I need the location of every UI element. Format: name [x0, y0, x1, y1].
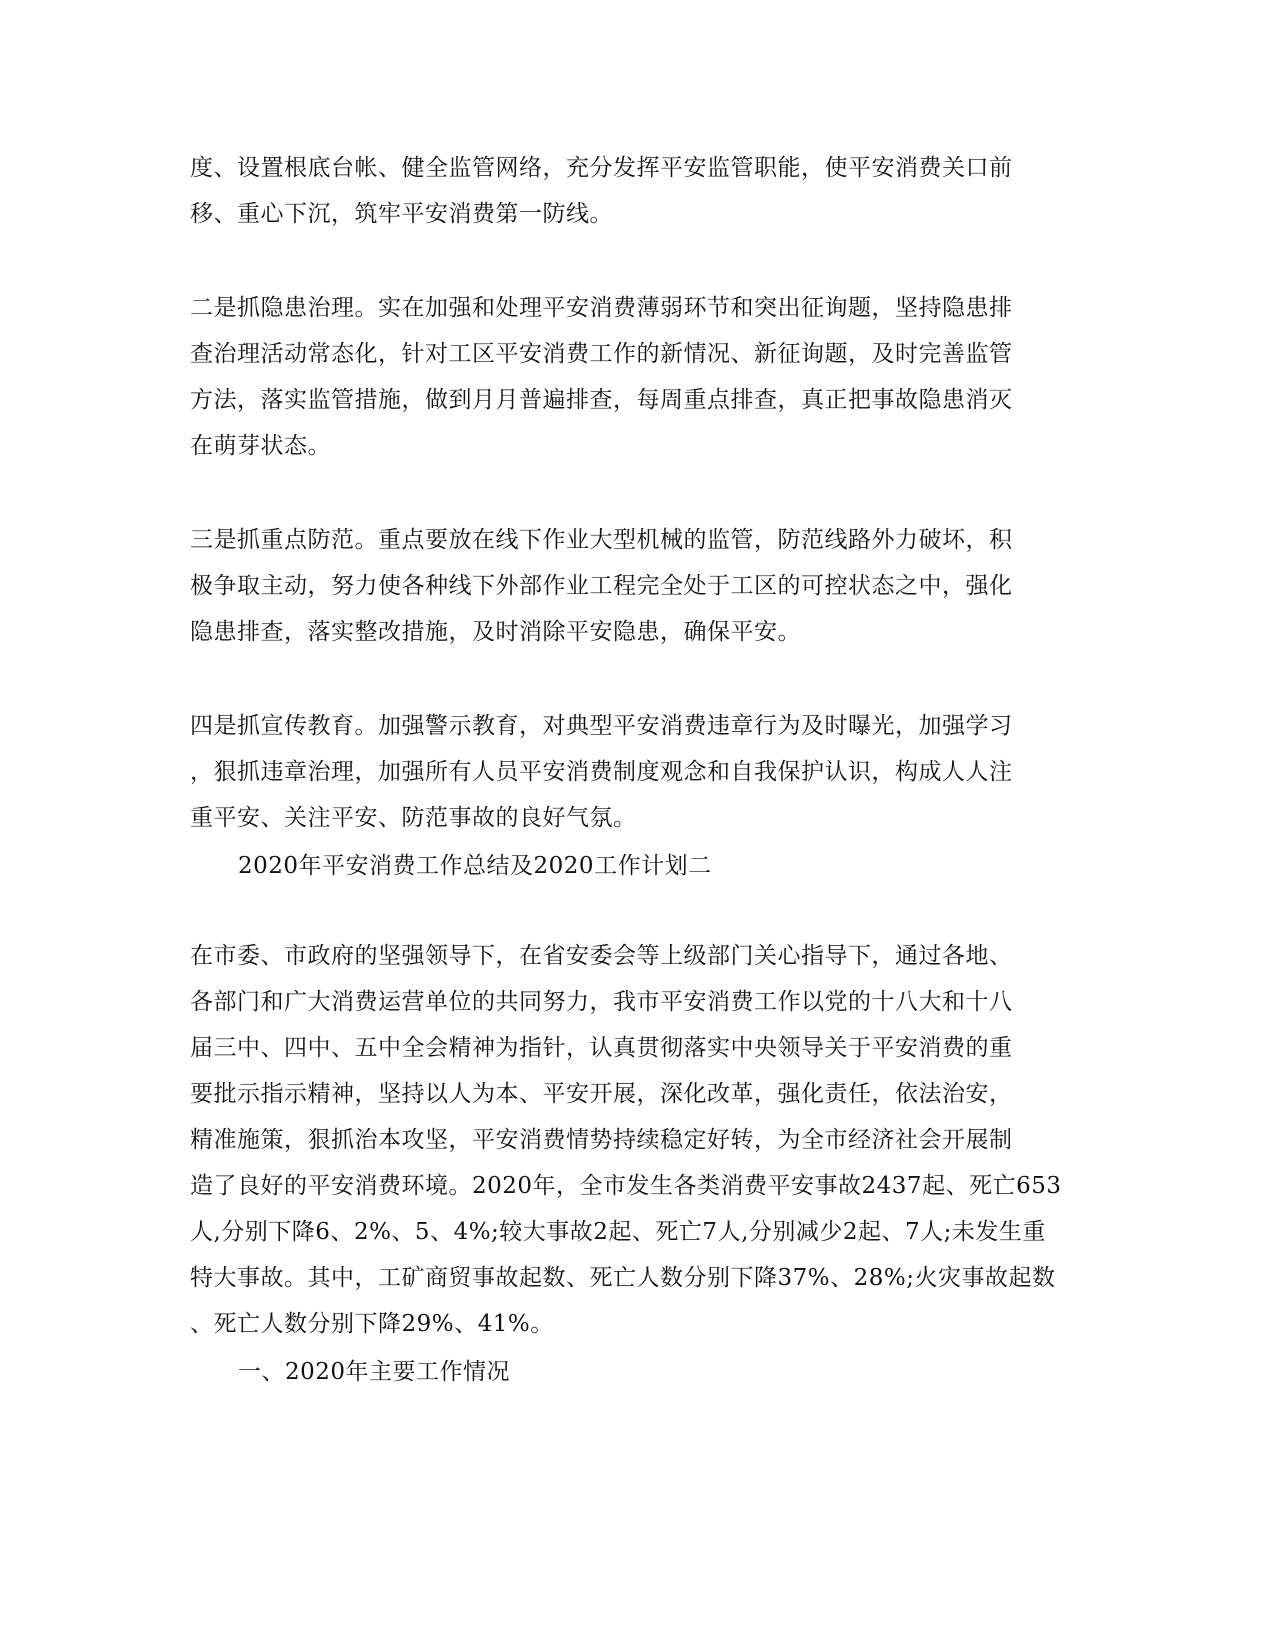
paragraph-line: 隐患排查，落实整改措施，及时消除平安隐患，确保平安。	[190, 619, 801, 645]
paragraph-line: 方法，落实监管措施，做到月月普遍排查，每周重点排查，真正把事故隐患消灭	[190, 387, 1013, 413]
section-title: 2020年平安消费工作总结及2020工作计划二	[238, 853, 712, 879]
paragraph-line: ，狠抓违章治理，加强所有人员平安消费制度观念和自我保护认识，构成人人注	[190, 759, 1013, 785]
paragraph-line: 、死亡人数分别下降29%、41%。	[190, 1311, 554, 1337]
paragraph-line: 移、重心下沉，筑牢平安消费第一防线。	[190, 201, 613, 227]
paragraph-line: 极争取主动，努力使各种线下外部作业工程完全处于工区的可控状态之中，强化	[190, 573, 1013, 599]
heading: 一、2020年主要工作情况	[238, 1359, 511, 1385]
paragraph-line: 二是抓隐患治理。实在加强和处理平安消费薄弱环节和突出征询题，坚持隐患排	[190, 295, 1013, 321]
paragraph-line: 要批示指示精神，坚持以人为本、平安开展，深化改革，强化责任，依法治安，	[190, 1081, 1013, 1107]
paragraph-line: 三是抓重点防范。重点要放在线下作业大型机械的监管，防范线路外力破坏，积	[190, 527, 1013, 553]
paragraph-line: 在市委、市政府的坚强领导下，在省安委会等上级部门关心指导下，通过各地、	[190, 943, 1013, 969]
paragraph-line: 四是抓宣传教育。加强警示教育，对典型平安消费违章行为及时曝光，加强学习	[190, 713, 1013, 739]
paragraph-line: 人,分别下降6、2%、5、4%;较大事故2起、死亡7人,分别减少2起、7人;未发生重	[190, 1219, 1046, 1245]
paragraph-line: 度、设置根底台帐、健全监管网络，充分发挥平安监管职能，使平安消费关口前	[190, 155, 1013, 181]
paragraph-line: 届三中、四中、五中全会精神为指针，认真贯彻落实中央领导关于平安消费的重	[190, 1035, 1013, 1061]
paragraph-line: 各部门和广大消费运营单位的共同努力，我市平安消费工作以党的十八大和十八	[190, 989, 1013, 1015]
paragraph-line: 在萌芽状态。	[190, 433, 331, 459]
paragraph-line: 查治理活动常态化，针对工区平安消费工作的新情况、新征询题，及时完善监管	[190, 341, 1013, 367]
paragraph-line: 重平安、关注平安、防范事故的良好气氛。	[190, 805, 637, 831]
paragraph-line: 造了良好的平安消费环境。2020年，全市发生各类消费平安事故2437起、死亡653	[190, 1173, 1062, 1199]
paragraph-line: 特大事故。其中，工矿商贸事故起数、死亡人数分别下降37%、28%;火灾事故起数	[190, 1265, 1056, 1291]
paragraph-line: 精准施策，狠抓治本攻坚，平安消费情势持续稳定好转，为全市经济社会开展制	[190, 1127, 1013, 1153]
